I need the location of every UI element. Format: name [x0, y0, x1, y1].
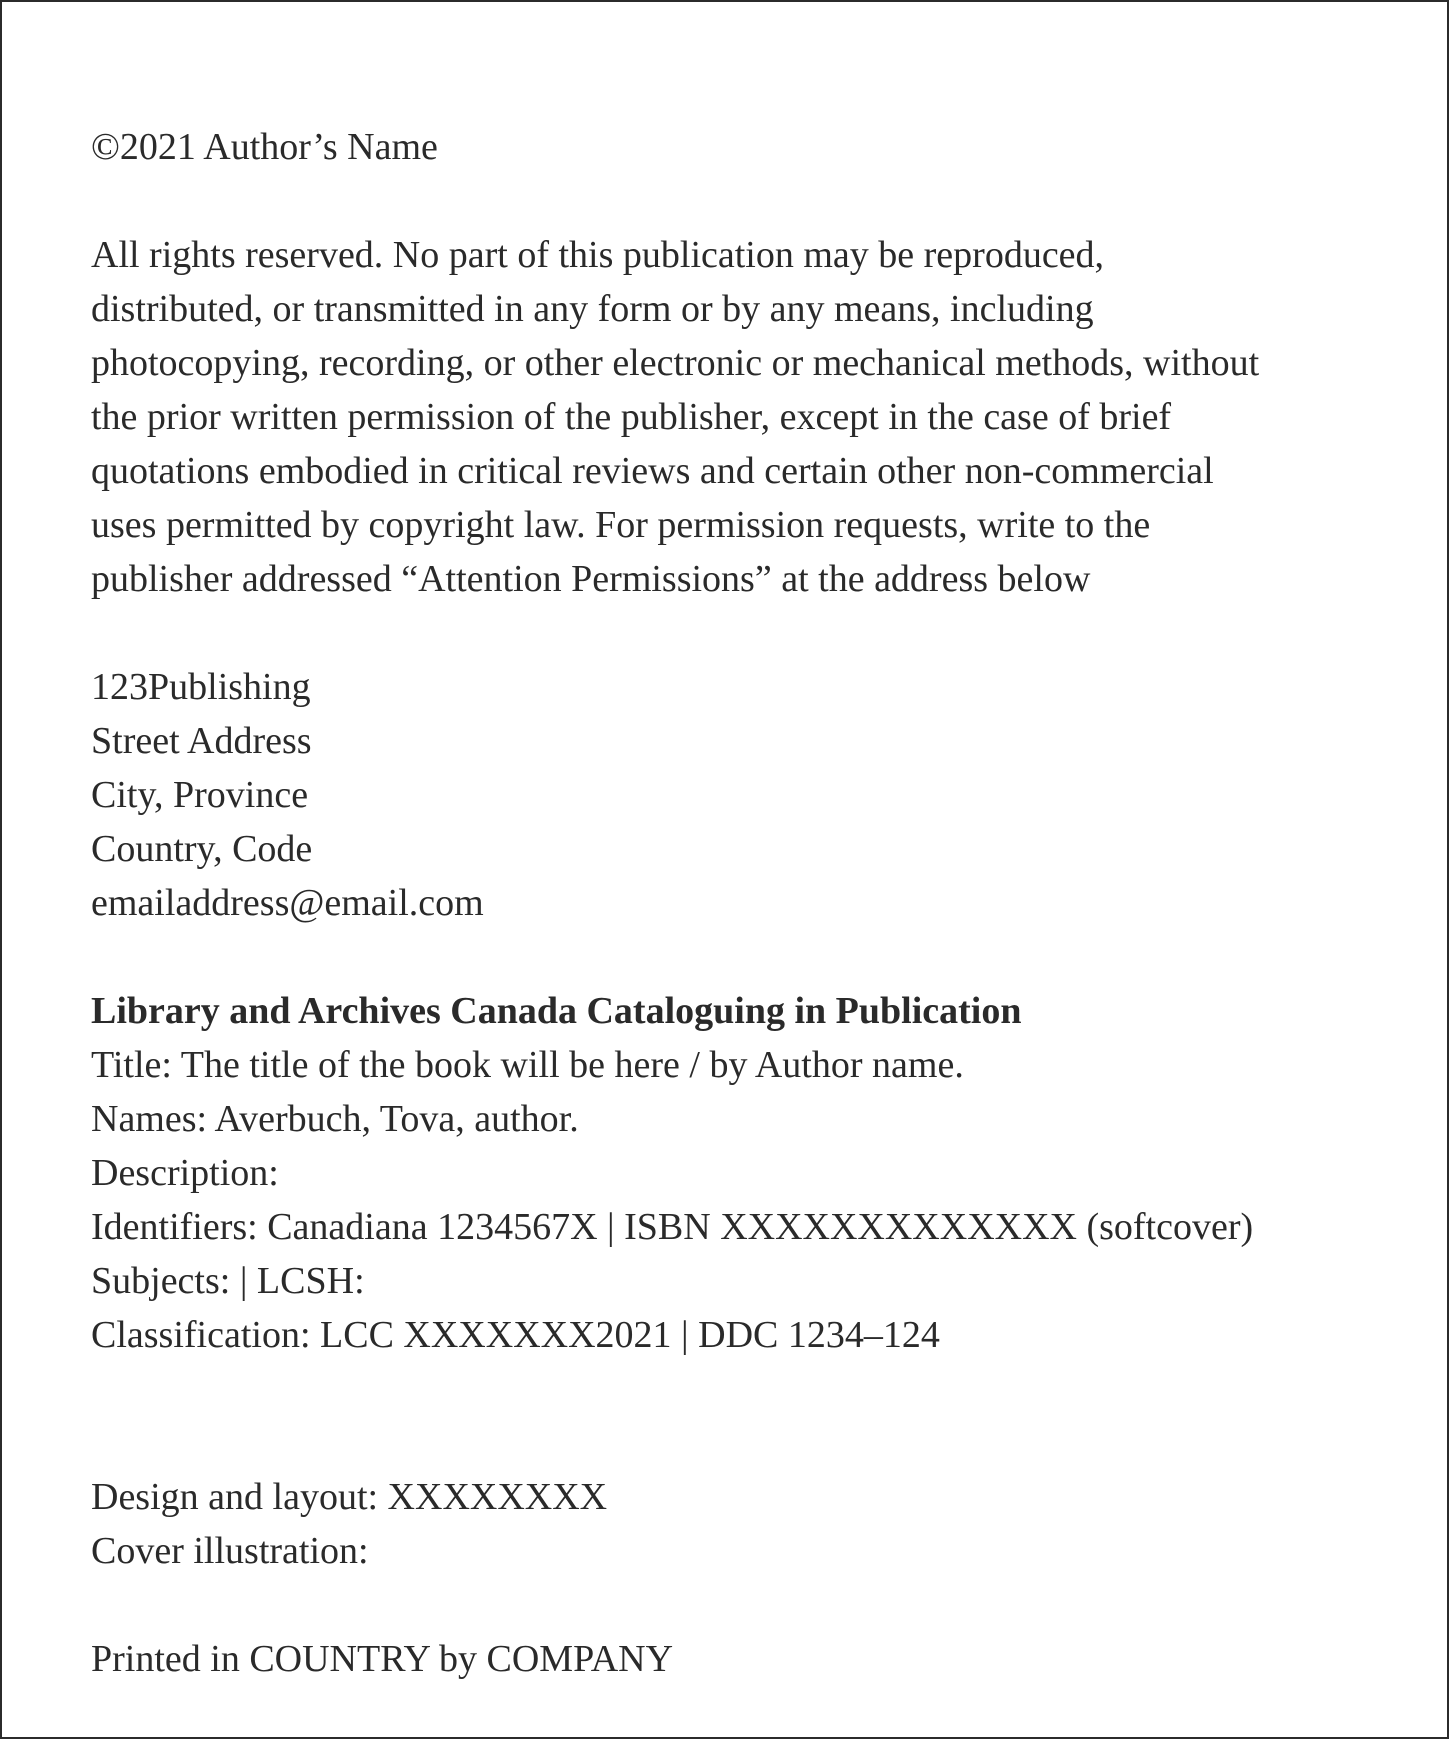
- spacer: [91, 1578, 1391, 1632]
- rights-line: distributed, or transmitted in any form or by any means, including: [91, 288, 1094, 330]
- spacer: [91, 1362, 1391, 1470]
- design-credit: Design and layout: XXXXXXXX: [91, 1476, 608, 1518]
- rights-line: the prior written permission of the publisher, except in the case of brief: [91, 396, 1172, 438]
- cataloguing-classification: Classification: LCC XXXXXXX2021 | DDC 1234–124: [91, 1314, 940, 1356]
- cataloguing-heading: Library and Archives Canada Cataloguing in Publication: [91, 990, 1022, 1032]
- copyright-notice: ©2021 Author’s Name: [91, 126, 438, 168]
- spacer: [91, 930, 1391, 984]
- rights-line: publisher addressed “Attention Permissions” at the address below: [91, 558, 1091, 600]
- publisher-address: [91, 660, 1391, 930]
- cataloguing-identifiers: Identifiers: Canadiana 1234567X | ISBN XXXXXXXXXXXXX (softcover): [91, 1206, 1254, 1248]
- copyright-page-content: [91, 120, 1391, 1686]
- cataloguing-title: Title: The title of the book will be here / by Author name.: [91, 1044, 964, 1086]
- rights-line: All rights reserved. No part of this publication may be reproduced,: [91, 234, 1105, 276]
- rights-line: quotations embodied in critical reviews and certain other non-commercial: [91, 450, 1214, 492]
- rights-line: uses permitted by copyright law. For permission requests, write to the: [91, 504, 1151, 546]
- cataloguing-names: Names: Averbuch, Tova, author.: [91, 1098, 579, 1140]
- spacer: [91, 174, 1391, 228]
- cataloguing-description: Description:: [91, 1152, 279, 1194]
- cataloguing-block: [91, 984, 1391, 1362]
- street-address: Street Address: [91, 720, 312, 762]
- publisher-name: 123Publishing: [91, 666, 311, 708]
- cover-credit: Cover illustration:: [91, 1530, 369, 1572]
- email-address: emailaddress@email.com: [91, 882, 484, 924]
- rights-line: photocopying, recording, or other electronic or mechanical methods, without: [91, 342, 1260, 384]
- credits-block: [91, 1470, 1391, 1578]
- city-province: City, Province: [91, 774, 309, 816]
- spacer: [91, 606, 1391, 660]
- printed-notice: Printed in COUNTRY by COMPANY: [91, 1638, 674, 1680]
- rights-paragraph: [91, 228, 1391, 606]
- country-code: Country, Code: [91, 828, 313, 870]
- cataloguing-subjects: Subjects: | LCSH:: [91, 1260, 365, 1302]
